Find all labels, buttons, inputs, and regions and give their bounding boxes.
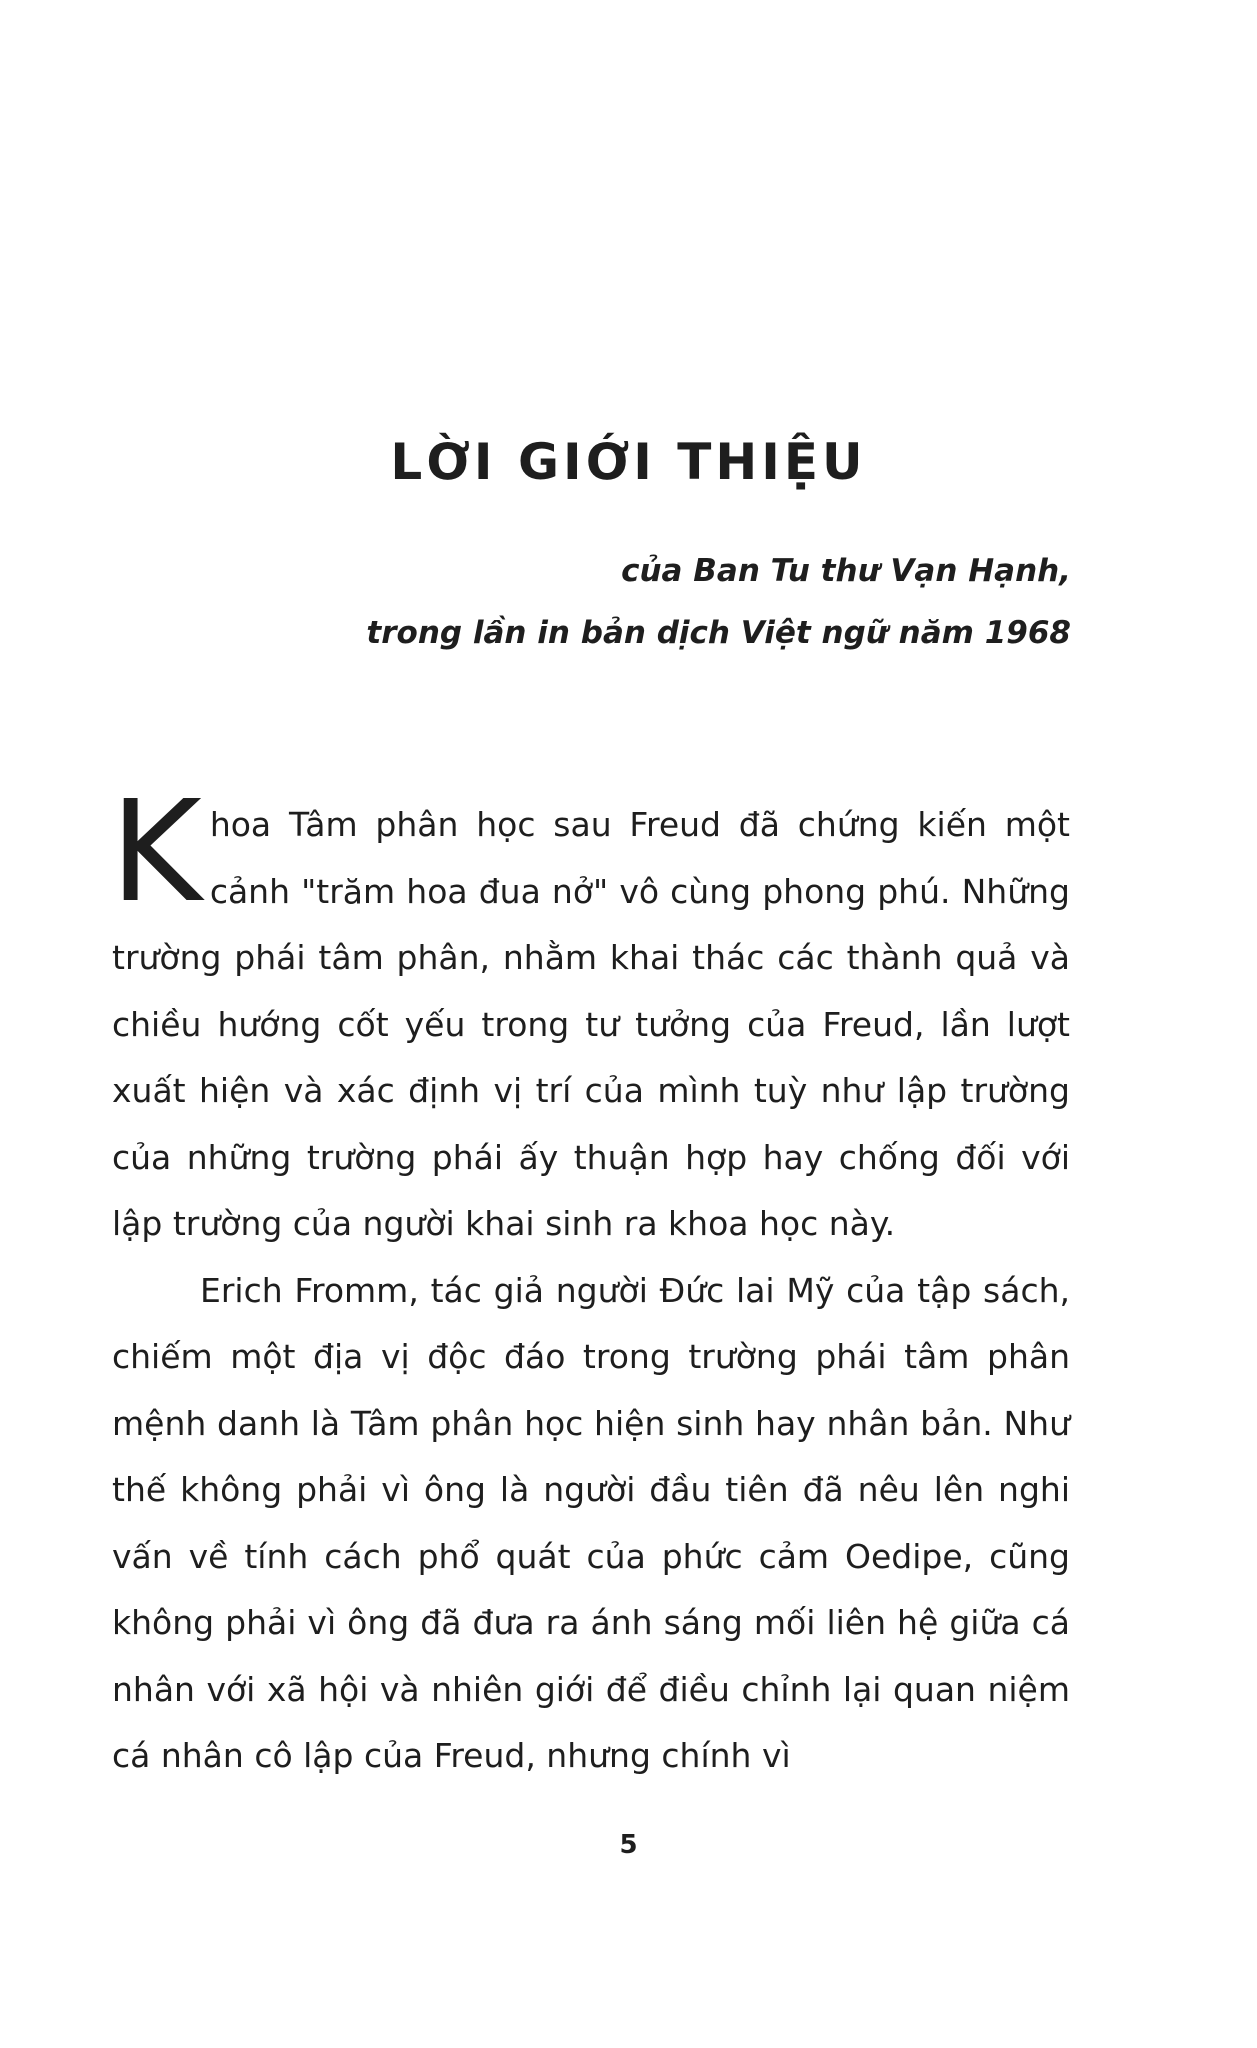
paragraph-1-text: hoa Tâm phân học sau Freud đã chứng kiến một cảnh "trăm hoa đua nở" vô cùng phong phú. Những trường phái tâm phân, nhằm khai thác các thành quả và chiều hướng cốt yếu trong tư tưởng của Freud, lần lượt xuất hiện và xác định vị trí của mình tuỳ như lập trường của những trường phái ấy thuận hợp hay chống đối với lập trường của người khai sinh ra khoa học này. — [112, 805, 1070, 1243]
paragraph-2: Erich Fromm, tác giả người Đức lai Mỹ của tập sách, chiếm một địa vị độc đáo trong trường phái tâm phân mệnh danh là Tâm phân học hiện sinh hay nhân bản. Như thế không phải vì ông là người đầu tiên đã nêu lên nghi vấn về tính cách phổ quát của phức cảm Oedipe, cũng không phải vì ông đã đưa ra ánh sáng mối liên hệ giữa cá nhân với xã hội và nhiên giới để điều chỉnh lại quan niệm cá nhân cô lập của Freud, nhưng chính vì — [112, 1270, 1070, 1775]
page-number: 5 — [619, 1830, 638, 1860]
subtitle-line-2: trong lần in bản dịch Việt ngữ năm 1968 — [366, 615, 1071, 651]
chapter-heading: LỜI GIỚI THIỆU — [390, 433, 867, 491]
body-text — [110, 771, 1070, 1790]
chapter-subtitle — [366, 540, 1071, 664]
drop-cap: K — [110, 771, 202, 934]
paragraph-1 — [110, 771, 1070, 1258]
subtitle-line-1: của Ban Tu thư Vạn Hạnh, — [621, 553, 1071, 589]
